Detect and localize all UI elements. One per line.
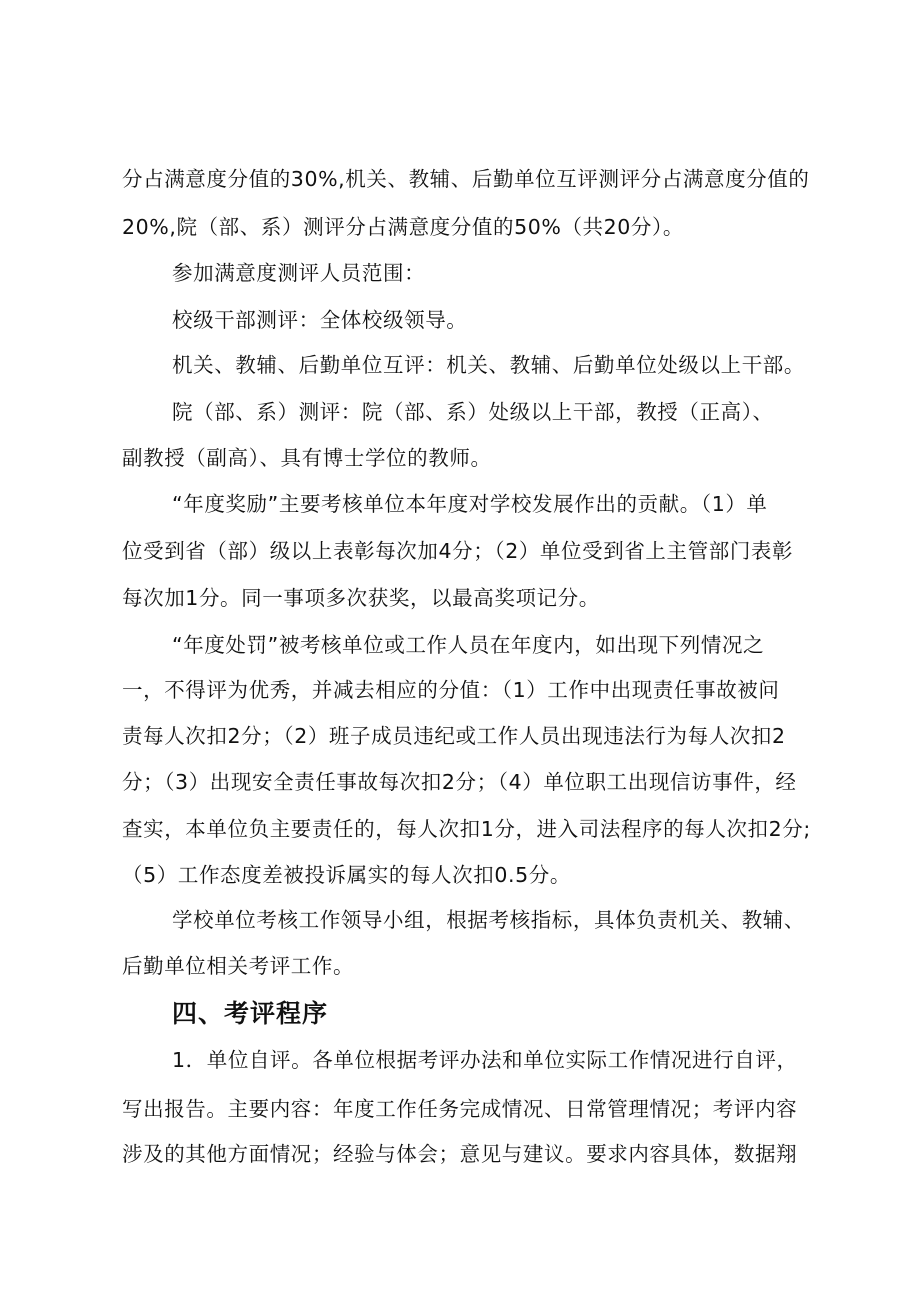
paragraph-line: 机关、教辅、后勤单位互评：机关、教辅、后勤单位处级以上干部。 xyxy=(172,353,805,377)
paragraph-line: 校级干部测评：全体校级领导。 xyxy=(172,308,468,332)
paragraph-line: 位受到省（部）级以上表彰每次加4分；（2）单位受到省上主管部门表彰 xyxy=(122,539,794,563)
paragraph-line: 院（部、系）测评：院（部、系）处级以上干部，教授（正高）、 xyxy=(172,400,774,424)
paragraph-line: 查实，本单位负主要责任的，每人次扣1分，进入司法程序的每人次扣2分; xyxy=(122,817,811,841)
paragraph-line: 写出报告。主要内容：年度工作任务完成情况、日常管理情况；考评内容 xyxy=(122,1097,798,1121)
paragraph-line: 学校单位考核工作领导小组，根据考核指标，具体负责机关、教辅、 xyxy=(172,908,805,932)
paragraph-line: 1．单位自评。各单位根据考评办法和单位实际工作情况进行自评， xyxy=(172,1048,798,1072)
paragraph-line: 每次加1分。同一事项多次获奖，以最高奖项记分。 xyxy=(122,586,600,610)
paragraph-line: 后勤单位相关考评工作。 xyxy=(122,954,355,978)
section-heading: 四、考评程序 xyxy=(172,999,329,1028)
paragraph-line: 分；（3）出现安全责任事故每次扣2分；（4）单位职工出现信访事件，经 xyxy=(122,770,797,794)
paragraph-line: 涉及的其他方面情况；经验与体会；意见与建议。要求内容具体，数据翔 xyxy=(122,1142,798,1166)
paragraph-line: 参加满意度测评人员范围： xyxy=(172,261,426,285)
paragraph-line: “年度奖励”主要考核单位本年度对学校发展作出的贡献。（1）单 xyxy=(172,492,768,516)
paragraph-line: 20%,院（部、系）测评分占满意度分值的50%（共20分）。 xyxy=(122,215,684,239)
paragraph-line: 副教授（副高）、具有博士学位的教师。 xyxy=(122,446,492,470)
paragraph-line: （5）工作态度差被投诉属实的每人次扣0.5分。 xyxy=(122,863,571,887)
paragraph-line: 分占满意度分值的30%,机关、教辅、后勤单位互评测评分占满意度分值的 xyxy=(122,167,810,191)
paragraph-line: 一，不得评为优秀，并减去相应的分值：（1）工作中出现责任事故被问 xyxy=(122,678,780,702)
paragraph-line: 责每人次扣2分；（2）班子成员违纪或工作人员出现违法行为每人次扣2 xyxy=(122,724,786,748)
paragraph-line: “年度处罚”被考核单位或工作人员在年度内，如出现下列情况之 xyxy=(172,633,765,657)
